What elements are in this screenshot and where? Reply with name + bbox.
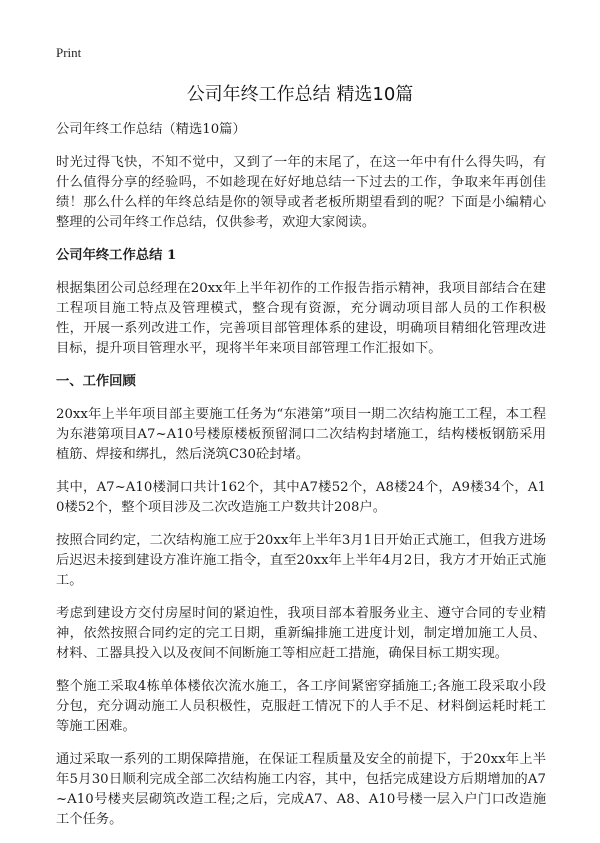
body-paragraph: 按照合同约定，二次结构施工应于20xx年上半年3月1日开始正式施工，但我方进场后迟迟未接到建设方准许施工指令，直至20xx年上半年4月2日，我方才开始正式施工。 <box>56 533 546 588</box>
body-paragraph: 考虑到建设方交付房屋时间的紧迫性，我项目部本着服务业主、遵守合同的专业精神，依然按照合同约定的完工日期，重新编排施工进度计划，制定增加施工人员、材料、工器具投入以及夜间不间断施工等相应赶工措施，确保目标工期实现。 <box>56 606 546 661</box>
intro-paragraph: 时光过得飞快，不知不觉中，又到了一年的末尾了，在这一年中有什么得失吗，有什么值得分享的经验吗，不如趁现在好好地总结一下过去的工作，争取来年再创佳绩！那么什么样的年终总结是你的领导或者老板所期望看到的呢？下面是小编精心整理的公司年终工作总结，仅供参考，欢迎大家阅读。 <box>56 155 546 230</box>
subsection-heading: 一、工作回顾 <box>56 374 136 389</box>
section-intro-paragraph: 根据集团公司总经理在20xx年上半年初作的工作报告指示精神，我项目部结合在建工程项目施工特点及管理模式，整合现有资源，充分调动项目部人员的工作积极性，开展一系列改进工作，完善项目部管理体系的建设，明确项目精细化管理改进目标，提升项目管理水平，现将半年来项目部管理工作汇报如下。 <box>56 281 546 356</box>
body-paragraph: 其中，A7~A10楼洞口共计162个，其中A7楼52个，A8楼24个，A9楼34个，A10楼52个，整个项目涉及二次改造施工户数共计208户。 <box>56 480 546 515</box>
body-paragraph: 20xx年上半年项目部主要施工任务为“东港第”项目一期二次结构施工工程，本工程为东港第项目A7~A10号楼原楼板预留洞口二次结构封堵施工，结构楼板钢筋采用植筋、焊接和绑扎，然后浇筑C30砼封堵。 <box>56 407 546 462</box>
body-paragraph: 整个施工采取4栋单体楼依次流水施工，各工序间紧密穿插施工;各施工段采取小段分包，充分调动施工人员积极性，克服赶工情况下的人手不足、材料倒运耗时耗工等施工困难。 <box>56 679 546 734</box>
print-link[interactable]: Print <box>56 45 82 60</box>
document-subtitle: 公司年终工作总结（精选10篇） <box>56 122 246 137</box>
body-paragraph: 通过采取一系列的工期保障措施，在保证工程质量及安全的前提下，于20xx年上半年5月30日顺利完成全部二次结构施工内容，其中，包括完成建设方后期增加的A7~A10号楼夹层砌筑改造工程;之后，完成A7、A8、A10号楼一层入户门口改造施工个任务。 <box>56 752 546 827</box>
page-title: 公司年终工作总结 精选10篇 <box>186 84 414 105</box>
document-body <box>56 120 546 843</box>
section-heading: 公司年终工作总结 1 <box>56 248 177 263</box>
